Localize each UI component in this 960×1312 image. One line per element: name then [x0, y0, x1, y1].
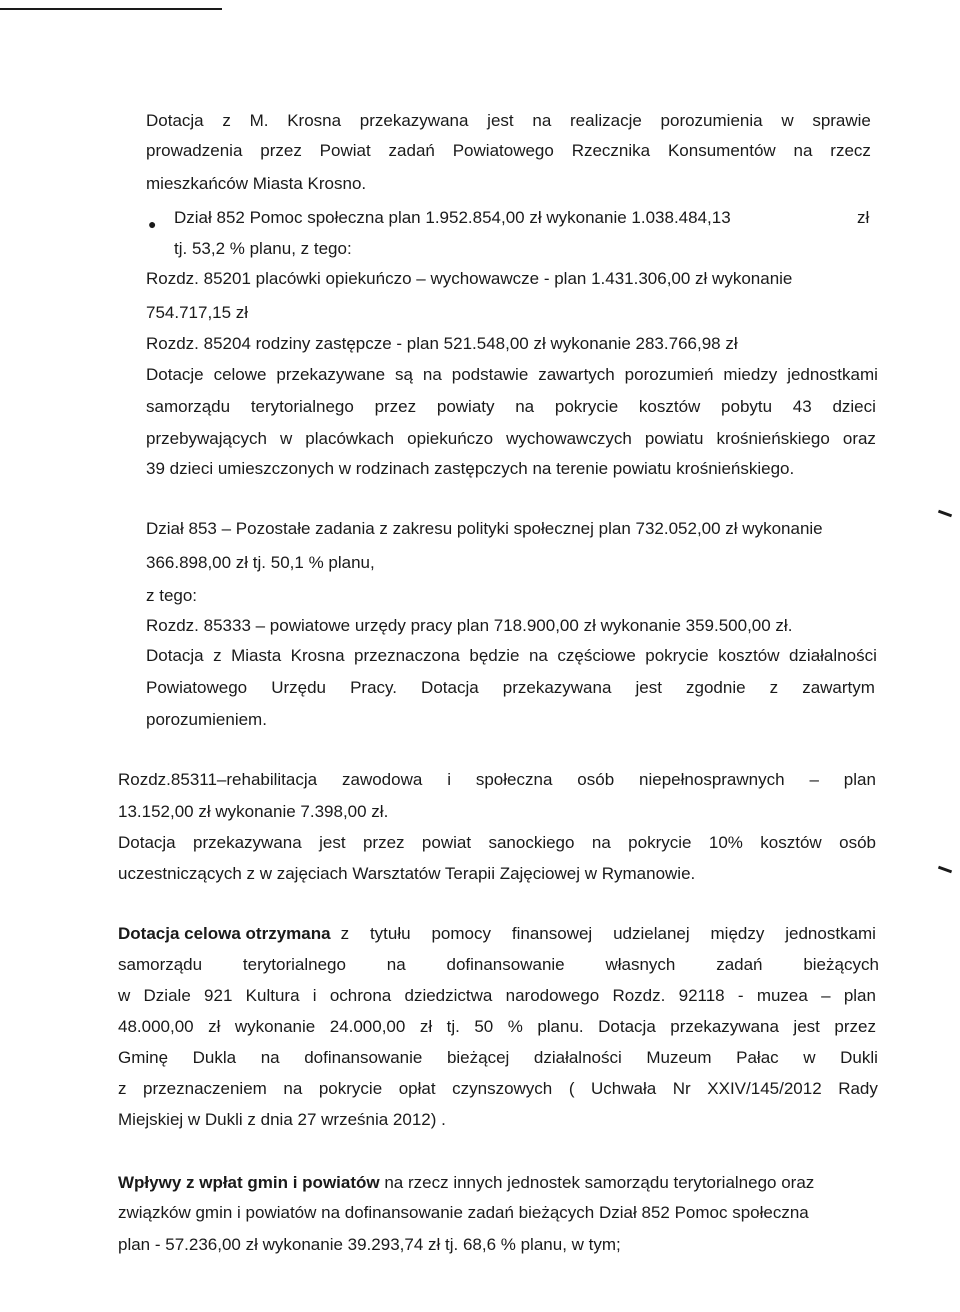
p4-line3	[118, 985, 876, 1007]
word: Powiatowego	[452, 141, 554, 160]
word: na	[260, 1048, 280, 1067]
word: przez	[362, 833, 405, 852]
dzial-852-percent: tj. 53,2 % planu, z tego:	[174, 239, 352, 258]
word: powiat	[421, 833, 472, 852]
word: porozumień	[624, 365, 714, 384]
word: przeznaczeniem	[143, 1079, 267, 1098]
word: dofinansowanie	[304, 1048, 423, 1067]
word: w	[781, 111, 794, 130]
word: Dotacja	[421, 678, 479, 697]
word: Dotacja	[146, 111, 204, 130]
p4-line7: Miejskiej w Dukli z dnia 27 września 2012) .	[118, 1110, 446, 1129]
word: jest	[635, 678, 662, 697]
word: Rzecznika	[571, 141, 651, 160]
word: dzieci	[832, 397, 876, 416]
word: niepełnosprawnych	[639, 770, 785, 789]
word: na	[422, 365, 442, 384]
word: jest	[319, 833, 346, 852]
word: celowe	[213, 365, 267, 384]
word: opłat	[398, 1079, 436, 1098]
p4-bold-lead: Dotacja celowa otrzymana	[118, 924, 331, 943]
word: zadań	[388, 141, 435, 160]
word: własnych	[605, 955, 676, 974]
word: Dukla	[192, 1048, 237, 1067]
word: porozumienia	[660, 111, 763, 130]
word: są	[395, 365, 413, 384]
word: –	[809, 770, 819, 789]
word: Dotacja	[118, 833, 176, 852]
word: przez	[374, 397, 417, 416]
word: krośnieńskiego	[716, 429, 830, 448]
word: Kultura	[245, 986, 300, 1005]
word: przekazywana	[502, 678, 612, 697]
margin-mark	[938, 866, 952, 874]
word: Gminę	[118, 1048, 169, 1067]
word: z	[222, 111, 231, 130]
word: przekazywana	[670, 1017, 779, 1036]
rozdz-85204-line: Rozdz. 85204 rodziny zastępcze - plan 521.548,00 zł wykonanie 283.766,98 zł	[146, 334, 738, 353]
word: na	[283, 1079, 303, 1098]
word: Powiatowego	[146, 678, 248, 697]
scan-top-rule	[0, 8, 222, 10]
word: 921	[204, 986, 233, 1005]
word: jednostkami	[787, 365, 878, 384]
word: i	[447, 770, 451, 789]
word: zadań	[716, 955, 763, 974]
word: przez	[834, 1017, 876, 1036]
word: 10%	[708, 833, 743, 852]
word: realizacje	[570, 111, 642, 130]
p5-line1-rest: na rzecz innych jednostek samorządu terytorialnego oraz	[379, 1173, 815, 1192]
word: w	[803, 1048, 816, 1067]
word: będzie	[469, 646, 520, 665]
word: w	[279, 429, 293, 448]
word: z	[769, 678, 779, 697]
word: osób	[839, 833, 876, 852]
word: Konsumentów	[667, 141, 776, 160]
word: tj.	[446, 1017, 460, 1036]
p4-line4	[118, 1016, 876, 1038]
word: częściowe	[557, 646, 636, 665]
word: plan	[843, 770, 876, 789]
word: podstawie	[451, 365, 529, 384]
word: przekazywana	[193, 833, 302, 852]
word: opiekuńczo	[407, 429, 494, 448]
dzial-852-currency: zł	[857, 208, 870, 227]
p2-line3	[146, 428, 876, 450]
word: i	[312, 986, 317, 1005]
word: pobytu	[721, 397, 773, 416]
word: prowadzenia	[146, 141, 243, 160]
word: Rozdz.	[612, 986, 666, 1005]
word: Powiat	[319, 141, 371, 160]
word: wykonanie	[234, 1017, 316, 1036]
word: Rozdz.85311–rehabilitacja	[118, 770, 318, 789]
word: -	[737, 986, 744, 1005]
p1-line2	[146, 140, 871, 162]
word: pokrycie	[645, 646, 709, 665]
dzial-853-line2: 366.898,00 zł tj. 50,1 % planu,	[146, 553, 375, 572]
word: samorządu	[146, 397, 231, 416]
word: zł	[419, 1017, 433, 1036]
p1-line3: mieszkańców Miasta Krosno.	[146, 174, 367, 193]
p1-line1	[146, 110, 871, 132]
word: terytorialnego	[250, 397, 354, 416]
word: miedzy	[723, 365, 778, 384]
word: kosztów	[718, 646, 780, 665]
word: jednostkami	[785, 924, 876, 943]
word: społeczna	[475, 770, 553, 789]
word: plan	[843, 986, 876, 1005]
p2-line1	[146, 364, 878, 386]
word: na	[532, 111, 552, 130]
word: na	[515, 397, 535, 416]
word: narodowego	[505, 986, 600, 1005]
word: z	[340, 924, 350, 943]
word: powiatu	[644, 429, 704, 448]
p4-line6	[118, 1078, 878, 1100]
p3-line3: porozumieniem.	[146, 710, 267, 729]
word: bieżących	[803, 955, 879, 974]
word: z	[213, 646, 222, 665]
word: kosztów	[760, 833, 822, 852]
word: Miasta	[231, 646, 282, 665]
word: sanockiego	[488, 833, 575, 852]
word: %	[507, 1017, 523, 1036]
word: z	[118, 1079, 127, 1098]
word: czynszowych	[452, 1079, 553, 1098]
word: XXIV/145/2012	[707, 1079, 822, 1098]
word: pokrycie	[318, 1079, 383, 1098]
word: na	[793, 141, 813, 160]
p3-line2	[146, 677, 875, 699]
dzial-853-line3: z tego:	[146, 586, 198, 605]
p5-line2: związków gmin i powiatów na dofinansowanie zadań bieżących Dział 852 Pomoc społeczna	[118, 1203, 809, 1222]
word: ochrona	[329, 986, 392, 1005]
word: zł	[208, 1017, 221, 1036]
rozdz-85333-line: Rozdz. 85333 – powiatowe urzędy pracy plan 718.900,00 zł wykonanie 359.500,00 zł.	[146, 616, 793, 635]
word: Muzeum	[646, 1048, 712, 1067]
word: Krosna	[290, 646, 345, 665]
word: 48.000,00	[118, 1017, 194, 1036]
dzial-853-line: Dział 853 – Pozostałe zadania z zakresu polityki społecznej plan 732.052,00 zł wykonanie	[146, 519, 823, 538]
word: Dotacja	[598, 1017, 656, 1036]
p4-line2	[118, 954, 879, 976]
word: finansowej	[511, 924, 593, 943]
word: dofinansowanie	[446, 955, 565, 974]
word: 50	[474, 1017, 494, 1036]
word: Dotacja	[146, 646, 204, 665]
word: między	[710, 924, 765, 943]
p5-line3: plan - 57.236,00 zł wykonanie 39.293,74 zł tj. 68,6 % planu, w tym;	[118, 1235, 621, 1254]
word: Dukli	[840, 1048, 878, 1067]
word: planu.	[537, 1017, 584, 1036]
word: Urzędu	[271, 678, 326, 697]
word: przebywających	[146, 429, 267, 448]
rozdz-85311-line1	[118, 769, 876, 791]
word: Rady	[838, 1079, 878, 1098]
word: na	[386, 955, 406, 974]
word: Dziale	[143, 986, 191, 1005]
word: zawartym	[802, 678, 875, 697]
word: zgodnie	[686, 678, 746, 697]
word: Pałac	[736, 1048, 779, 1067]
p3-line1	[146, 645, 877, 667]
word: zawodowa	[341, 770, 423, 789]
word: 43	[792, 397, 812, 416]
p4-line1	[118, 923, 876, 945]
word: wychowawczych	[506, 429, 632, 448]
word: tytułu	[369, 924, 411, 943]
word: sprawie	[812, 111, 871, 130]
word: na	[591, 833, 611, 852]
word: przekazywana	[359, 111, 469, 130]
word: Uchwała	[591, 1079, 657, 1098]
p4-line1-rest	[341, 923, 876, 945]
word: pokrycie	[554, 397, 619, 416]
margin-mark	[938, 510, 952, 518]
word: Dotacje	[146, 365, 204, 384]
word: placówkach	[305, 429, 395, 448]
rozdz-85201-line: Rozdz. 85201 placówki opiekuńczo – wychowawcze - plan 1.431.306,00 zł wykonanie	[146, 269, 793, 288]
rozdz-85201-value: 754.717,15 zł	[146, 303, 249, 322]
word: jest	[793, 1017, 820, 1036]
word: samorządu	[118, 955, 203, 974]
word: przez	[260, 141, 302, 160]
rozdz-85311-line4: uczestniczących z w zajęciach Warsztatów Terapii Zajęciowej w Rymanowie.	[118, 864, 696, 883]
word: pomocy	[431, 924, 491, 943]
word: M.	[249, 111, 269, 130]
word: –	[821, 986, 831, 1005]
word: osób	[577, 770, 615, 789]
word: działalności	[788, 646, 877, 665]
p4-line5	[118, 1047, 878, 1069]
bullet-icon: ●	[148, 216, 157, 232]
dzial-852-line: Dział 852 Pomoc społeczna plan 1.952.854,00 zł wykonanie 1.038.484,13	[174, 208, 731, 227]
word: udzielanej	[613, 924, 690, 943]
word: powiaty	[436, 397, 495, 416]
word: przekazywane	[276, 365, 386, 384]
word: dziedzictwa	[404, 986, 493, 1005]
word: działalności	[533, 1048, 622, 1067]
word: przeznaczona	[354, 646, 460, 665]
word: terytorialnego	[242, 955, 346, 974]
word: jest	[487, 111, 514, 130]
p5-line1	[118, 1172, 814, 1194]
word: (	[568, 1079, 575, 1098]
word: kosztów	[638, 397, 701, 416]
word: zawartych	[538, 365, 615, 384]
word: Pracy.	[350, 678, 397, 697]
word: na	[528, 646, 548, 665]
word: bieżącej	[446, 1048, 510, 1067]
p5-bold-lead: Wpływy z wpłat gmin i powiatów	[118, 1173, 380, 1192]
word: Nr	[672, 1079, 691, 1098]
rozdz-85311-line2: 13.152,00 zł wykonanie 7.398,00 zł.	[118, 802, 389, 821]
p2-line2	[146, 396, 876, 418]
word: 92118	[678, 986, 725, 1005]
p2-line4: 39 dzieci umieszczonych w rodzinach zastępczych na terenie powiatu krośnieńskiego.	[146, 459, 795, 478]
word: rzecz	[830, 141, 871, 160]
rozdz-85311-line3	[118, 832, 876, 854]
word: pokrycie	[628, 833, 692, 852]
word: 24.000,00	[329, 1017, 406, 1036]
word: Krosna	[287, 111, 342, 130]
word: w	[118, 986, 131, 1005]
word: muzea	[756, 986, 808, 1005]
word: oraz	[842, 429, 876, 448]
